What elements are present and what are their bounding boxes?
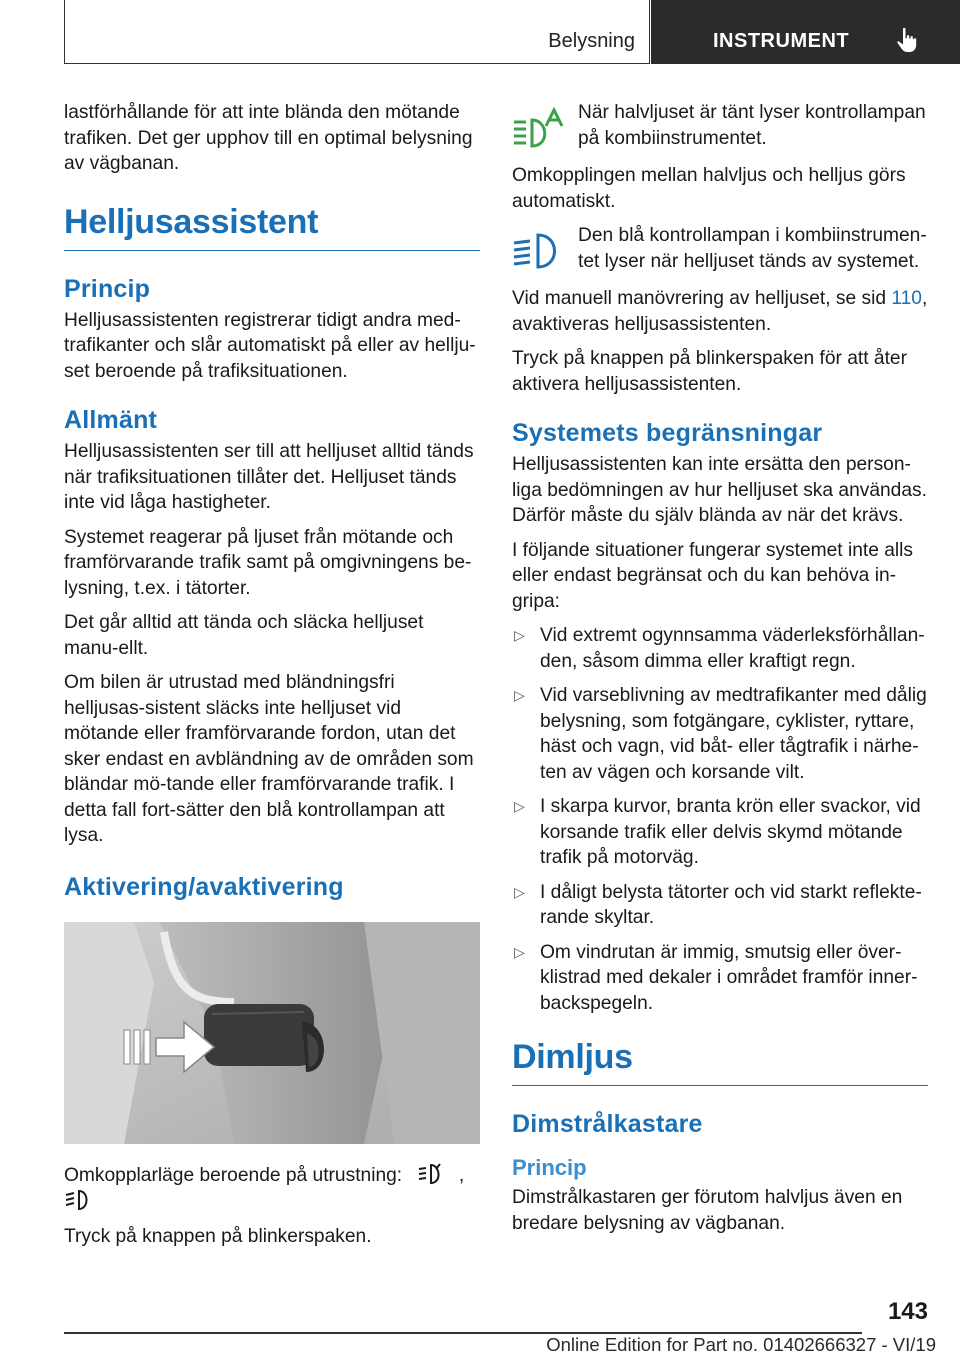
- dim-princip-paragraph: Dimstrålkastaren ger förutom halvljus även en bredare belysning av vägbanan.: [512, 1187, 903, 1234]
- low-beam-indicator-row: [512, 100, 928, 153]
- intro-paragraph: lastförhållande för att inte blända den mötande trafiken. Det ger upphov till en optimal belysning av vägbanan.: [64, 102, 473, 174]
- begransningar-paragraph-2: I följande situationer fungerar systemet inte alls eller endast begränsat och du kan behöva in-gripa:: [512, 539, 914, 612]
- list-item: ▷ I dåligt belysta tätorter och vid starkt reflekte-rande skyltar.: [514, 881, 922, 928]
- page-number: 143: [887, 1298, 928, 1325]
- heading-dim-princip: Princip: [512, 1155, 587, 1180]
- allmant-paragraph-1: Helljusassistenten ser till att helljuset alltid tänds när trafiksituationen tillåter det. Helljuset tänds inte vid låga hastigheter.: [64, 441, 474, 513]
- hand-pointer-icon: [895, 26, 919, 54]
- caption-prefix: Omkopplarläge beroende på utrustning:: [64, 1164, 403, 1186]
- high-beam-indicator-text: Den blå kontrollampan i kombiinstrumen-tet lyser när helljuset tänds av systemet.: [578, 225, 927, 272]
- manuell-text-before: Vid manuell manövrering av helljuset, se sid: [512, 288, 886, 309]
- list-item: ▷ Om vindrutan är immig, smutsig eller över-klistrad med dekaler i området framför inner-backspegeln.: [514, 941, 918, 1014]
- auto-low-beam-indicator-icon: [512, 106, 564, 148]
- header-frame: [64, 0, 650, 64]
- caption-omkopplarlage: [64, 1163, 480, 1215]
- list-item: ▷ Vid varseblivning av medtrafikanter med dålig belysning, som fotgängare, cyklister, ryttare, häst och vagn, vid båt- eller tågtrafik i närhe-ten av vägen och korsande vilt.: [514, 685, 927, 783]
- header-chapter-label: INSTRUMENT: [713, 30, 850, 52]
- header-chapter-tab: [651, 0, 960, 64]
- left-column: [64, 100, 480, 1258]
- triangle-bullet-icon: ▷: [514, 627, 525, 643]
- allmant-paragraph-4: Om bilen är utrustad med bländningsfri helljusas-sistent släcks inte helljuset vid mötande eller framförvarande fordon, utan det sker endast en avbländning av de områden som bländar mö-tande eller framförvarande trafik. I detta fall fort-sätter den blå kontrollampan att lysa.: [64, 672, 474, 846]
- begransningar-paragraph-1: Helljusassistenten kan inte ersätta den person-liga bedömningen av hur helljuset ska användas. Därför måste du själv blända av när det krävs.: [512, 454, 927, 526]
- limitations-list: [512, 623, 928, 1016]
- allmant-paragraph-3: Det går alltid att tända och släcka helljuset manu-ellt.: [64, 612, 424, 659]
- high-beam-indicator-row: [512, 223, 928, 276]
- triangle-bullet-icon: ▷: [514, 943, 525, 960]
- heading-princip: Princip: [64, 274, 151, 303]
- high-beam-icon-small: [64, 1189, 92, 1211]
- list-item: ▷ Vid extremt ogynnsamma väderleksförhållan-den, såsom dimma eller kraftigt regn.: [514, 625, 925, 672]
- triangle-bullet-icon: ▷: [514, 883, 525, 900]
- paragraph-tryck: Tryck på knappen på blinkerspaken för att åter aktivera helljusassistenten.: [512, 348, 907, 395]
- triangle-bullet-icon: ▷: [514, 798, 525, 814]
- list-item: ▷ I skarpa kurvor, branta krön eller svackor, vid korsande trafik eller delvis skymd mötande trafik på motorväg.: [514, 796, 921, 868]
- heading-begransningar: Systemets begränsningar: [512, 419, 823, 447]
- allmant-paragraph-2: Systemet reagerar på ljuset från mötande och framförvarande trafik samt på omgivningens be-lysning, t.ex. i tätorter.: [64, 526, 472, 599]
- section-title-helljusassistent: Helljusassistent: [64, 203, 480, 251]
- caption-tryck: Tryck på knappen på blinkerspaken.: [64, 1225, 372, 1247]
- paragraph-manuell: [512, 286, 928, 337]
- page-link-110[interactable]: 110: [891, 288, 922, 309]
- high-beam-indicator-icon: [512, 229, 564, 271]
- manuell-text-after: , avaktiveras helljusassistenten.: [512, 288, 928, 335]
- caption-separator: ,: [458, 1164, 465, 1186]
- auto-high-beam-icon-small: [417, 1163, 445, 1185]
- heading-allmant: Allmänt: [64, 406, 158, 434]
- heading-dimstralkastare: Dimstrålkastare: [512, 1110, 703, 1138]
- princip-paragraph: Helljusassistenten registrerar tidigt andra med-trafikanter och slår automatiskt på eller av hellju-set beroende på trafiksituationen.: [64, 309, 476, 382]
- triangle-bullet-icon: ▷: [514, 687, 525, 703]
- paragraph-omkoppling: Omkopplingen mellan halvljus och helljus görs automatiskt.: [512, 165, 906, 212]
- section-title-dimljus: Dimljus: [512, 1038, 928, 1086]
- heading-aktivering: Aktivering/avaktivering: [64, 872, 344, 901]
- header-section-title: Belysning: [548, 30, 635, 52]
- low-beam-indicator-text: När halvljuset är tänt lyser kontrollampan på kombiinstrumentet.: [578, 102, 926, 149]
- turn-signal-lever-illustration: [64, 922, 480, 1144]
- right-column: [512, 100, 928, 1245]
- footer-edition: Online Edition for Part no. 01402666327 - VI/19: [546, 1334, 936, 1355]
